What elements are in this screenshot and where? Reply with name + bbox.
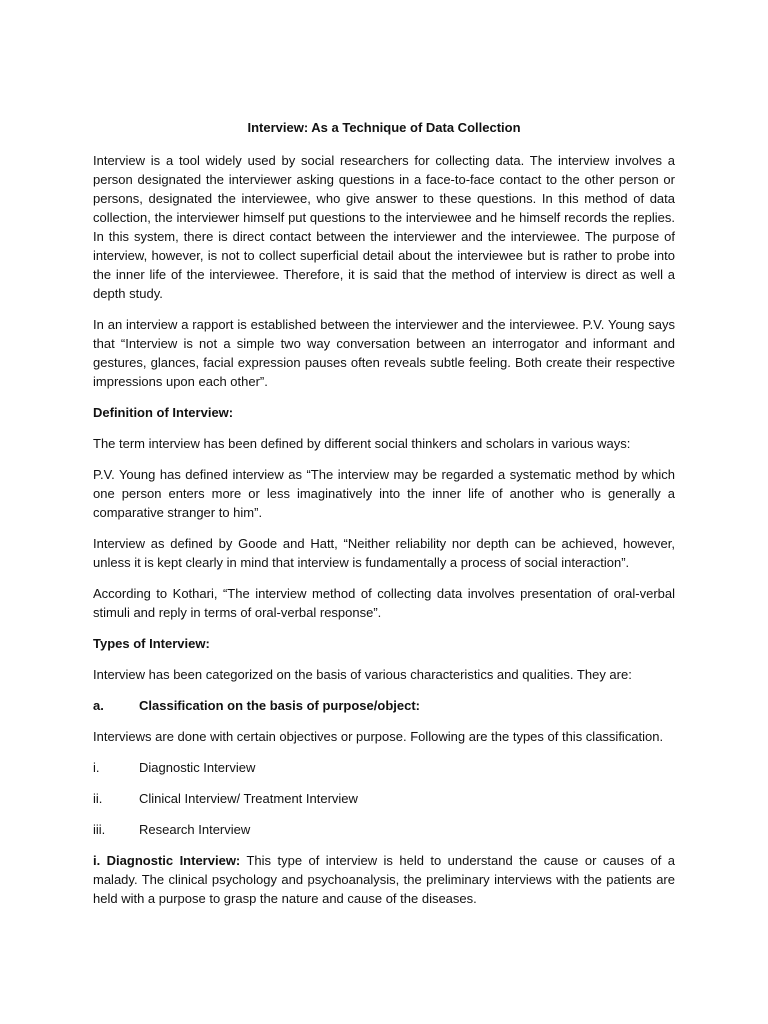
diagnostic-interview-text: This type of interview is held to understand the cause or causes of a malady. The clinical psychology and psychoanalysis, the preliminary interviews with the patients are held with a purpose to grasp the nature and cause of the diseases. (93, 853, 675, 906)
list-item (93, 758, 675, 777)
classification-marker: a. (93, 698, 104, 713)
diagnostic-interview-lead: i. Diagnostic Interview: (93, 853, 241, 868)
goode-hatt-definition-paragraph: Interview as defined by Goode and Hatt, “Neither reliability nor depth can be achieved, however, unless it is kept clearly in mind that interview is fundamentally a process of social interaction”. (93, 536, 675, 570)
classification-intro-paragraph: Interviews are done with certain objectives or purpose. Following are the types of this classification. (93, 729, 664, 744)
document-title: Interview: As a Technique of Data Collection (247, 120, 521, 135)
kothari-definition-paragraph: According to Kothari, “The interview method of collecting data involves presentation of oral-verbal stimuli and reply in terms of oral-verbal response”. (93, 586, 675, 620)
definition-intro-paragraph: The term interview has been defined by different social thinkers and scholars in various ways: (93, 436, 631, 451)
types-intro-paragraph: Interview has been categorized on the basis of various characteristics and qualities. They are: (93, 667, 632, 682)
list-item (93, 820, 675, 839)
young-definition-paragraph: P.V. Young has defined interview as “The interview may be regarded a systematic method by which one person enters more or less imaginatively into the inner life of another who is generally a comparative stranger to him”. (93, 467, 675, 520)
list-item-marker: i. (93, 760, 100, 775)
intro-paragraph: Interview is a tool widely used by social researchers for collecting data. The interview involves a person designated the interviewer asking questions in a face-to-face contact to the other person or persons, designated the interviewee, who give answer to these questions. In this method of data collection, the interviewer himself put questions to the interviewee and he himself records the replies. In this system, there is direct contact between the interviewer and the interviewee. The purpose of interview, however, is not to collect superficial detail about the interviewee but is rather to probe into the inner life of the interviewee. Therefore, it is said that the method of interview is direct as well a depth study. (93, 153, 675, 301)
types-heading: Types of Interview: (93, 636, 210, 651)
list-item-marker: iii. (93, 822, 106, 837)
diagnostic-interview-paragraph (93, 851, 675, 908)
list-item-marker: ii. (93, 791, 103, 806)
list-item-label: Research Interview (139, 822, 251, 837)
classification-label: Classification on the basis of purpose/object: (139, 698, 420, 713)
list-item-label: Clinical Interview/ Treatment Interview (139, 791, 358, 806)
list-item (93, 789, 675, 808)
definition-heading: Definition of Interview: (93, 405, 234, 420)
list-item-label: Diagnostic Interview (139, 760, 256, 775)
classification-heading (93, 696, 675, 715)
document-page (93, 118, 675, 920)
rapport-paragraph: In an interview a rapport is established between the interviewer and the interviewee. P.V. Young says that “Interview is not a simple two way conversation between an interrogator and informant and gestures, glances, facial expression pauses often reveals subtle feeling. Both create their respective impressions upon each other”. (93, 317, 675, 389)
